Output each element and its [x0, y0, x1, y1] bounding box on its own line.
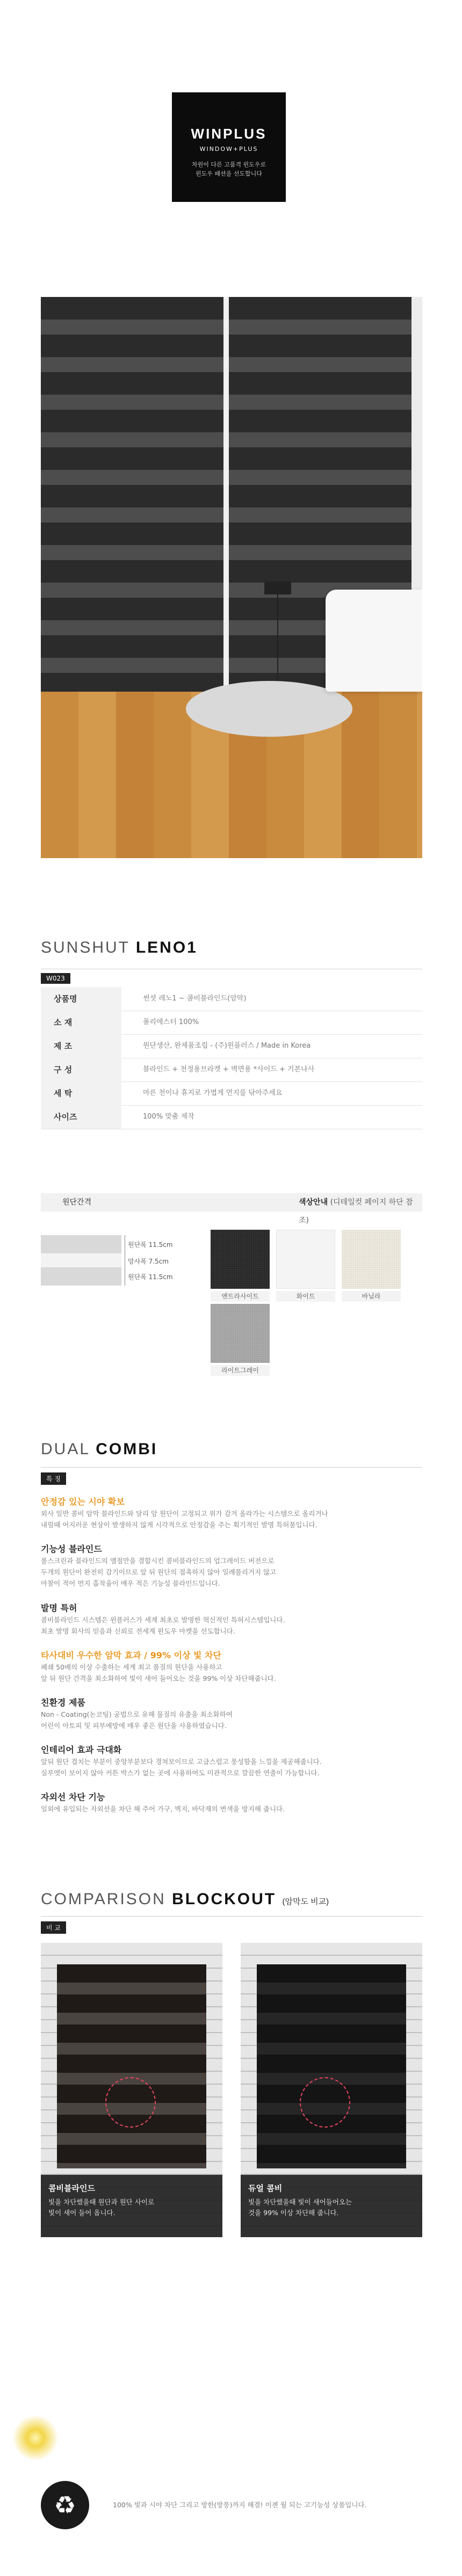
blind-left: [41, 297, 223, 692]
swatch-white: 화이트: [276, 1230, 335, 1302]
spec-row-manufacture: 제 조 원단생산, 완제품조립 - (주)윈플러스 / Made in Korea: [41, 1034, 422, 1058]
swatch-vanilla: 바닐라: [342, 1230, 401, 1302]
feature-title-uv: 자외선 차단 기능: [41, 1792, 105, 1802]
brand-subtitle: WINDOW+PLUS: [199, 146, 258, 153]
feature-title-patent: 발명 특허: [41, 1603, 77, 1613]
no-leak-circle: [300, 2077, 350, 2128]
color-guide-heading: 색상안내 (디테일컷 페이지 하단 참조): [299, 1198, 413, 1225]
swatch-anthracite: 앤트라사이트: [211, 1230, 270, 1302]
feature-body-functional: 롤스크린과 블라인드의 앰점만을 결합시킨 콤비블라인드의 업그레이드 버전으로 두개의 원단이 완전히 감기이므로 앞 뒤 원단의 접촉하지 않아 일례풀리거지 않고 마찰이 적어 먼지 흡착율이 매우 적은 기능성 블라인드입니다.: [41, 1557, 277, 1587]
brand-slogan: 차원이 다른 고품격 윈도우로 윈도우 패션을 선도합니다: [191, 161, 266, 177]
spec-row-components: 구 성 블라인드 + 천정용브라켓 + 벽면용 *사이드 + 기본나사: [41, 1058, 422, 1082]
swatch-lightgray: 라이트그레이: [211, 1304, 270, 1376]
measure-fabric-bottom: 원단폭 11.5cm: [128, 1273, 173, 1281]
brand-name: WINPLUS: [191, 126, 267, 142]
feature-title-eco: 친환경 제품: [41, 1697, 85, 1708]
light-leak-circle: [105, 2077, 156, 2128]
feature-title-functional: 기능성 블라인드: [41, 1544, 102, 1554]
hero-room-photo: [41, 297, 422, 858]
fabric-header-bar: [41, 1193, 422, 1225]
feature-body-vision: 외사 일반 콤비 암막 블라인드와 달리 암 원단이 고정되고 위가 감겨 올라가는 시스템으로 올리거나 내릴때 어지러운 현상이 발생하지 않게 시각적으로 안정감을 주는 획기적인 발명 특허품입니다.: [41, 1510, 328, 1529]
spec-row-size: 사이즈 100% 맞춤 제작: [41, 1105, 422, 1129]
feature-title-vision: 안정감 있는 시야 확보: [41, 1497, 125, 1507]
sun-icon: [9, 2411, 62, 2465]
sofa: [326, 590, 422, 692]
feature-body-uv: 일외에 유입되는 자외선을 차단 해 주어 가구, 벽지, 바닥재의 변색을 방지해 줍니다.: [41, 1805, 285, 1813]
feature-title-interior: 인테리어 효과 극대화: [41, 1745, 122, 1755]
feature-body-blockout: 폐쇄 50배의 이상 수출하는 세계 최고 품질의 원단을 사용하고 앞 뒤 원단 간격을 최소화하여 빛이 새어 들어오는 것을 99% 이상 차단해줍니다.: [41, 1663, 276, 1682]
comparison-combi-caption: 콤비블라인드 빛을 차단했을때 원단과 원단 사이로 빛이 새어 들어 옵니다.: [41, 2175, 222, 2237]
feature-body-interior: 앞뒤 원단 겹치는 부분이 중앙부분보다 경쳐보이므로 고급스럽고 풍성함을 느낌을 제공해줍니다. 실루엣이 보이지 않아 커튼 박스가 없는 곳에 사용하여도 미관적으로 깔끔한 연출이 가능합니다.: [41, 1758, 322, 1777]
measure-mesh: 망사폭 7.5cm: [128, 1258, 169, 1265]
spec-row-name: 상품명 썬셧 레노1 ~ 콤비블라인드(암막): [41, 987, 422, 1011]
feature-body-eco: Non - Coating(논코팅) 공법으로 유해 물질의 유출을 최소화하여 어린이 아토피 및 피부예방에 매우 좋은 원단을 사용하였습니다.: [41, 1710, 233, 1730]
spec-row-washing: 세 탁 마른 천이나 휴지로 가볍게 먼지를 닦아주세요: [41, 1082, 422, 1106]
fabric-spacing-heading: 원단간격: [62, 1198, 92, 1207]
comparison-dual-caption: 듀얼 콤비 빛을 차단했을때 빛이 새어들어오는 것을 99% 이상 차단해 줍니다.: [241, 2175, 422, 2237]
product-code-badge: W023: [41, 973, 70, 984]
comparison-tag: 비 교: [41, 1921, 66, 1934]
comparison-title: COMPARISON BLOCKOUT (암막도 비교): [41, 1890, 329, 1908]
fabric-band-bottom: [41, 1267, 121, 1286]
product-title: SUNSHUT LENO1: [41, 939, 198, 956]
fabric-band-top: [41, 1235, 121, 1253]
comparison-combi-photo: [41, 1943, 222, 2237]
measure-fabric-top: 원단폭 11.5cm: [128, 1241, 173, 1249]
footer-note: 100% 빛과 시야 차단 그리고 방한(방풍)까지 해결! 이젠 월 되는 고기능성 상품입니다.: [113, 2501, 367, 2509]
features-title: DUAL COMBI: [41, 1440, 158, 1458]
features-tag: 특 징: [41, 1472, 66, 1485]
feature-body-patent: 콤비블라인드 시스템은 윈플러스가 세계 최초로 발명한 혁신적인 특허시스템입니다. 최초 발명 회사의 믿음과 신뢰로 전세계 윈도우 마켓을 선도합니다.: [41, 1616, 285, 1635]
spec-row-material: 소 재 폴리에스터 100%: [41, 1011, 422, 1035]
comparison-dual-photo: [241, 1943, 422, 2237]
mesh-band: [41, 1253, 121, 1267]
recycle-icon: ♻: [41, 2481, 89, 2529]
brand-logo: [172, 92, 286, 202]
feature-title-blockout: 타사대비 우수한 암막 효과 / 99% 이상 빛 차단: [41, 1650, 221, 1660]
